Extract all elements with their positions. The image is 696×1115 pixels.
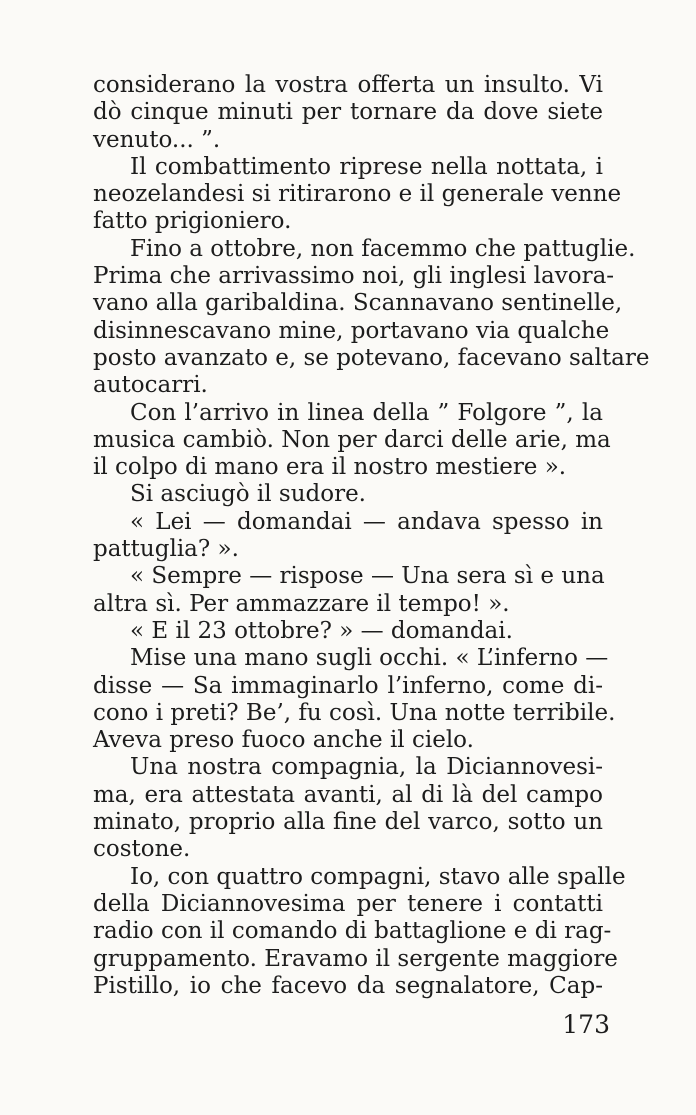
text-line: « Lei — domandai — andava spesso in bbox=[130, 508, 603, 535]
text-line: Pistillo, io che facevo da segnalatore, Cap- bbox=[93, 972, 603, 999]
text-line: cono i preti? Be’, fu così. Una notte terribile. bbox=[93, 699, 616, 726]
text-line: minato, proprio alla fine del varco, sotto un bbox=[93, 809, 603, 836]
body-text bbox=[93, 72, 650, 1000]
text-line: considerano la vostra offerta un insulto. Vi bbox=[93, 72, 603, 98]
text-line: Mise una mano sugli occhi. « L’inferno — bbox=[130, 645, 609, 672]
text-line: Prima che arrivassimo noi, gli inglesi lavora- bbox=[93, 263, 615, 290]
text-line: « E il 23 ottobre? » — domandai. bbox=[130, 617, 513, 644]
text-line: « Sempre — rispose — Una sera sì e una bbox=[130, 563, 605, 590]
text-line: Con l’arrivo in linea della ” Folgore ”, la bbox=[130, 399, 603, 426]
text-line: pattuglia? ». bbox=[93, 536, 239, 563]
text-line: costone. bbox=[93, 836, 191, 863]
text-line: gruppamento. Eravamo il sergente maggiore bbox=[93, 945, 618, 972]
page-number: 173 bbox=[562, 1010, 610, 1039]
text-line: radio con il comando di battaglione e di rag- bbox=[93, 918, 612, 945]
text-line: posto avanzato e, se potevano, facevano saltare bbox=[93, 344, 650, 371]
text-line: fatto prigioniero. bbox=[93, 208, 292, 235]
text-line: Aveva preso fuoco anche il cielo. bbox=[93, 727, 474, 754]
text-line: Una nostra compagnia, la Diciannovesi- bbox=[130, 754, 603, 781]
text-line: Io, con quattro compagni, stavo alle spalle bbox=[130, 863, 626, 890]
text-line: dò cinque minuti per tornare da dove siete bbox=[93, 99, 603, 126]
text-line: disse — Sa immaginarlo l’inferno, come di- bbox=[93, 672, 603, 699]
text-line: vano alla garibaldina. Scannavano sentinelle, bbox=[93, 290, 623, 317]
text-line: Il combattimento riprese nella nottata, i bbox=[130, 153, 603, 180]
text-line: Fino a ottobre, non facemmo che pattuglie. bbox=[130, 235, 636, 262]
text-line: il colpo di mano era il nostro mestiere ». bbox=[93, 454, 567, 481]
text-line: autocarri. bbox=[93, 372, 208, 399]
text-line: ma, era attestata avanti, al di là del campo bbox=[93, 781, 603, 808]
text-line: disinnescavano mine, portavano via qualche bbox=[93, 317, 610, 344]
text-line: neozelandesi si ritirarono e il generale venne bbox=[93, 181, 622, 208]
text-line: della Diciannovesima per tenere i contatti bbox=[93, 890, 603, 917]
text-line: musica cambiò. Non per darci delle arie, ma bbox=[93, 426, 611, 453]
text-line: Si asciugò il sudore. bbox=[130, 481, 366, 508]
text-line: altra sì. Per ammazzare il tempo! ». bbox=[93, 590, 510, 617]
text-line: venuto... ”. bbox=[93, 126, 221, 153]
